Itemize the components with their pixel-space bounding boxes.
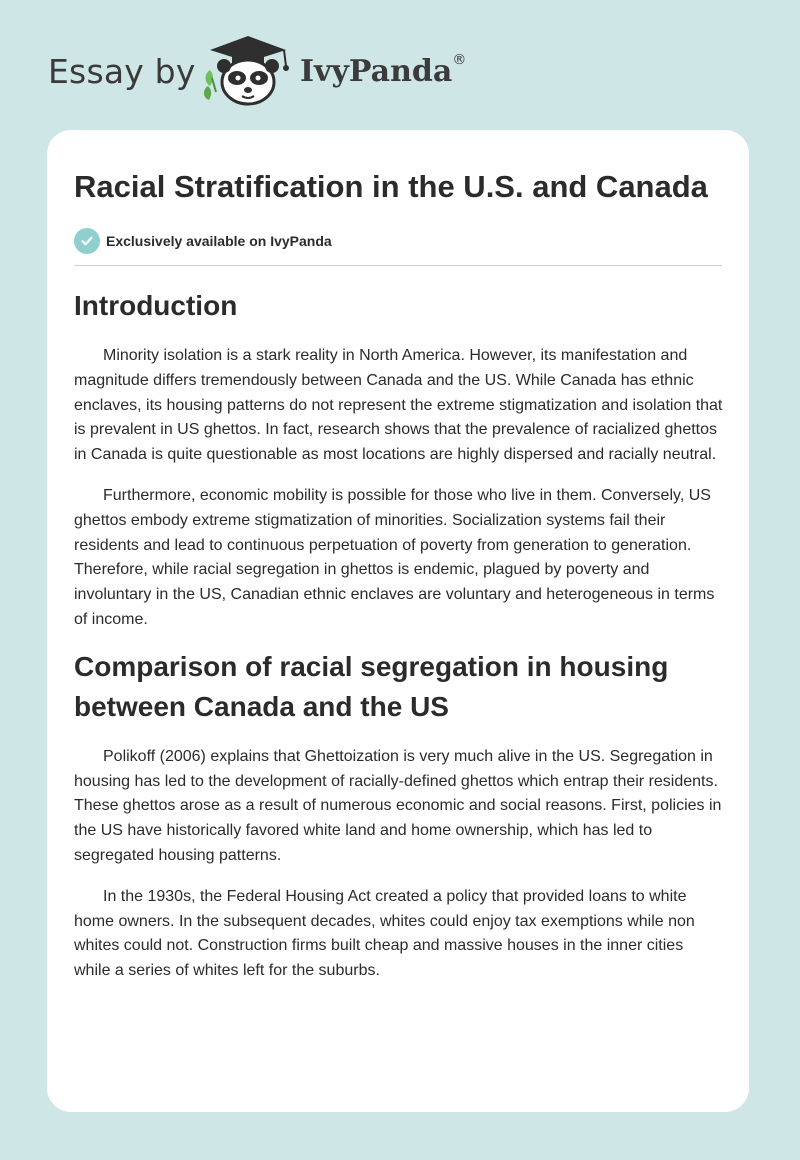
essay-card (47, 130, 749, 1112)
checkmark-icon (74, 228, 100, 254)
paragraph: Minority isolation is a stark reality in North America. However, its manifestation and magnitude differs tremendously between Canada and the US. While Canada has ethnic enclaves, its housing patterns do not represent the extreme stigmatization and isolation that is prevalent in US ghettos. In fact, research shows that the prevalence of racialized ghettos in Canada is quite questionable as most locations are highly dispersed and racially neutral. (74, 347, 723, 464)
registered-mark: ® (452, 52, 467, 68)
brand-name[interactable] (300, 54, 466, 89)
paragraph: Polikoff (2006) explains that Ghettoization is very much alive in the US. Segregation in housing has led to the development of racially-defined ghettos which entrap their residents. These ghettos arose as a result of numerous economic and social reasons. First, policies in the US have historically favored white land and home ownership, which has led to segregated housing patterns. (74, 747, 722, 864)
paragraph: In the 1930s, the Federal Housing Act created a policy that provided loans to white home owners. In the subsequent decades, whites could enjoy tax exemptions while non whites could not. Construction firms built cheap and massive houses in the inner cities while a series of whites left for the suburbs. (74, 887, 695, 980)
site-header (0, 0, 800, 130)
title-divider (74, 265, 722, 266)
brand-text: IvyPanda (300, 54, 453, 89)
section-heading-introduction: Introduction (74, 290, 238, 321)
badge-label: Exclusively available on IvyPanda (106, 233, 332, 249)
essay-by-label: Essay by (48, 52, 196, 91)
panda-logo-icon[interactable] (198, 30, 298, 110)
section-heading-comparison: Comparison of racial segregation in housing between Canada and the US (74, 650, 669, 722)
exclusive-badge (74, 227, 724, 255)
paragraph: Furthermore, economic mobility is possible for those who live in them. Conversely, US ghettos embody extreme stigmatization of minorities. Socialization systems fail their residents and lead to continuous perpetuation of poverty from generation to generation. Therefore, while racial segregation in ghettos is endemic, plagued by poverty and involuntary in the US, Canadian ethnic enclaves are voluntary and heterogeneous in terms of income. (74, 486, 715, 628)
essay-content (74, 166, 724, 984)
essay-title: Racial Stratification in the U.S. and Canada (74, 169, 708, 204)
